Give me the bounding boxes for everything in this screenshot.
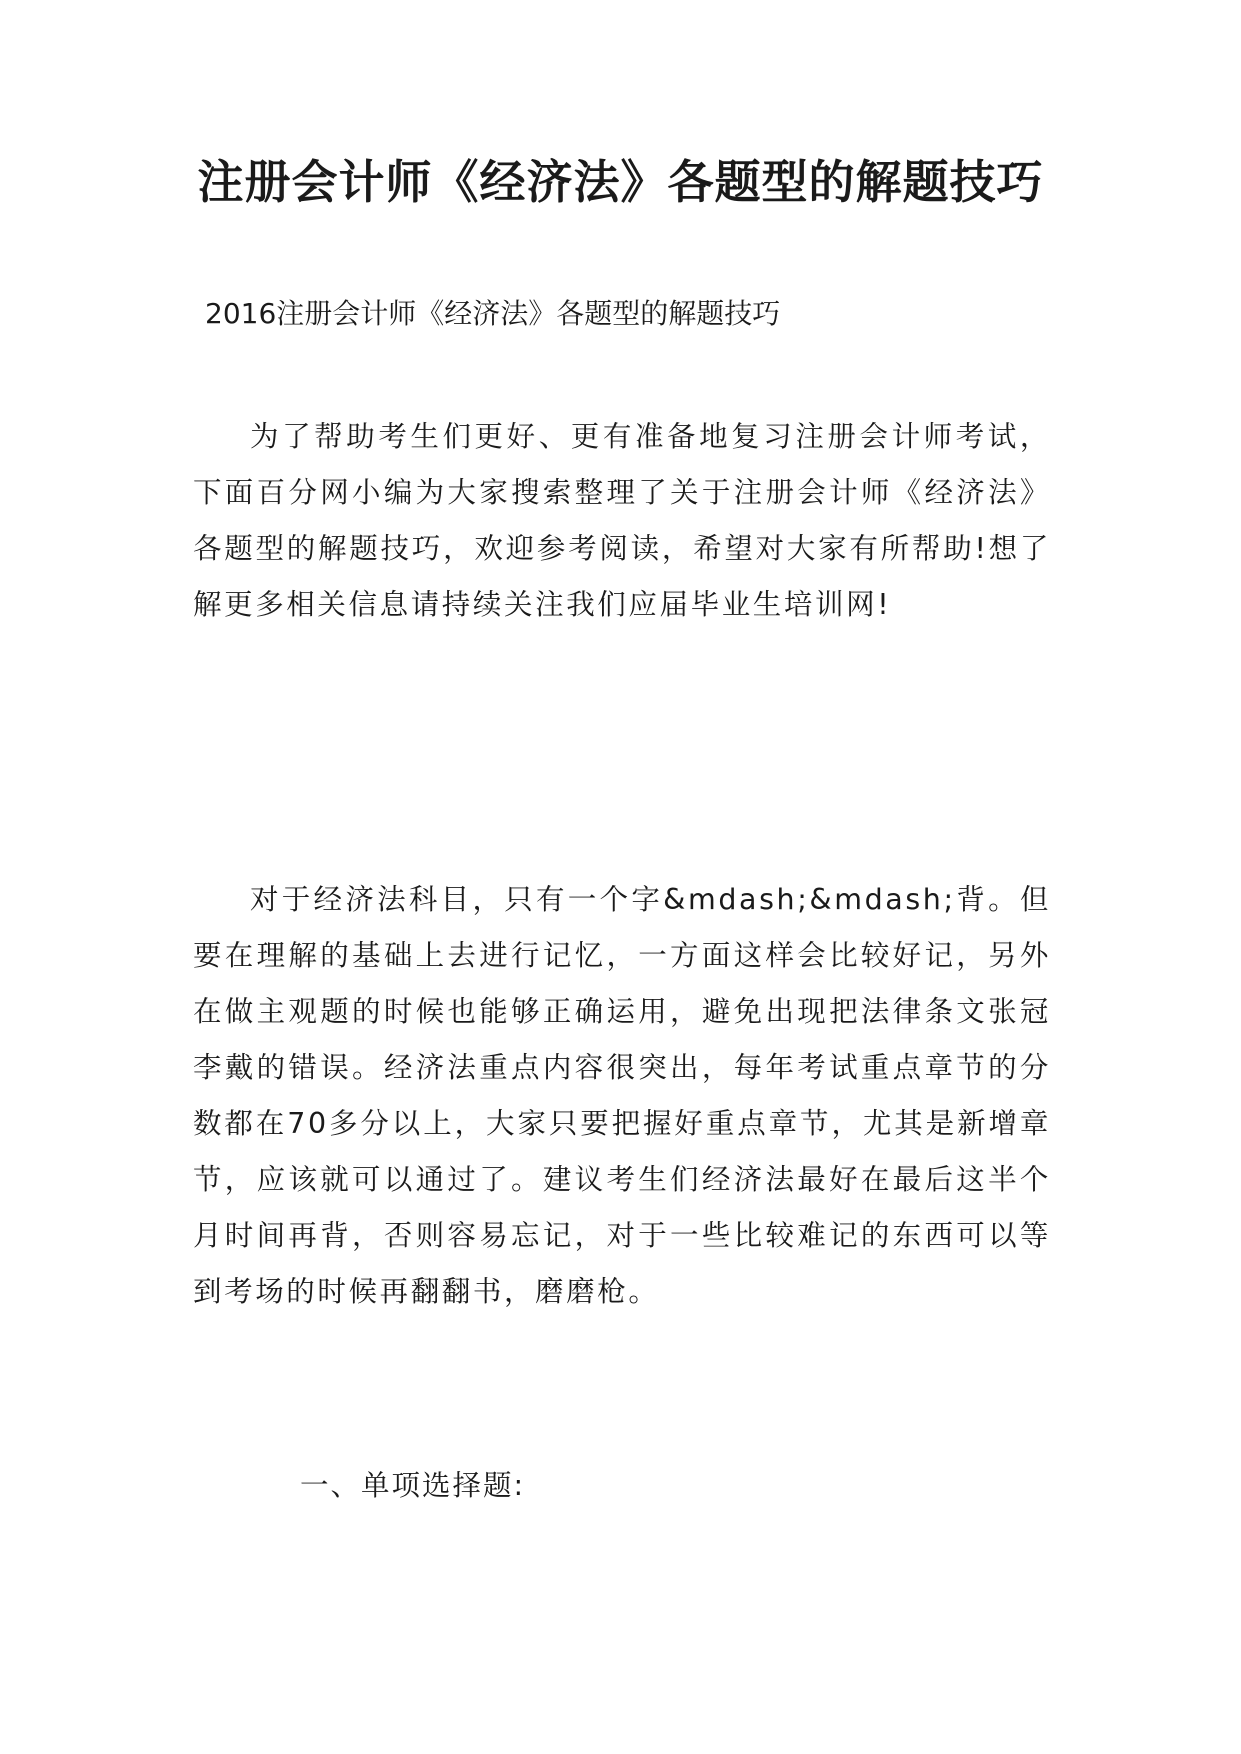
section-heading: 一、单项选择题: (300, 1469, 526, 1502)
intro-paragraph: 为了帮助考生们更好、更有准备地复习注册会计师考试，下面百分网小编为大家搜索整理了关于注册会计师《经济法》各题型的解题技巧，欢迎参考阅读，希望对大家有所帮助!想了解更多相关信息请持续关注我们应届毕业生培训网! (193, 420, 1051, 621)
study-advice-paragraph: 对于经济法科目，只有一个字&mdash;&mdash;背。但要在理解的基础上去进行记忆，一方面这样会比较好记，另外在做主观题的时候也能够正确运用，避免出现把法律条文张冠李戴的错误。经济法重点内容很突出，每年考试重点章节的分数都在70多分以上，大家只要把握好重点章节，尤其是新增章节，应该就可以通过了。建议考生们经济法最好在最后这半个月时间再背，否则容易忘记，对于一些比较难记的东西可以等到考场的时候再翻翻书，磨磨枪。 (193, 883, 1051, 1308)
document-title: 注册会计师《经济法》各题型的解题技巧 (197, 155, 1044, 209)
document-subtitle: 2016注册会计师《经济法》各题型的解题技巧 (205, 297, 781, 330)
